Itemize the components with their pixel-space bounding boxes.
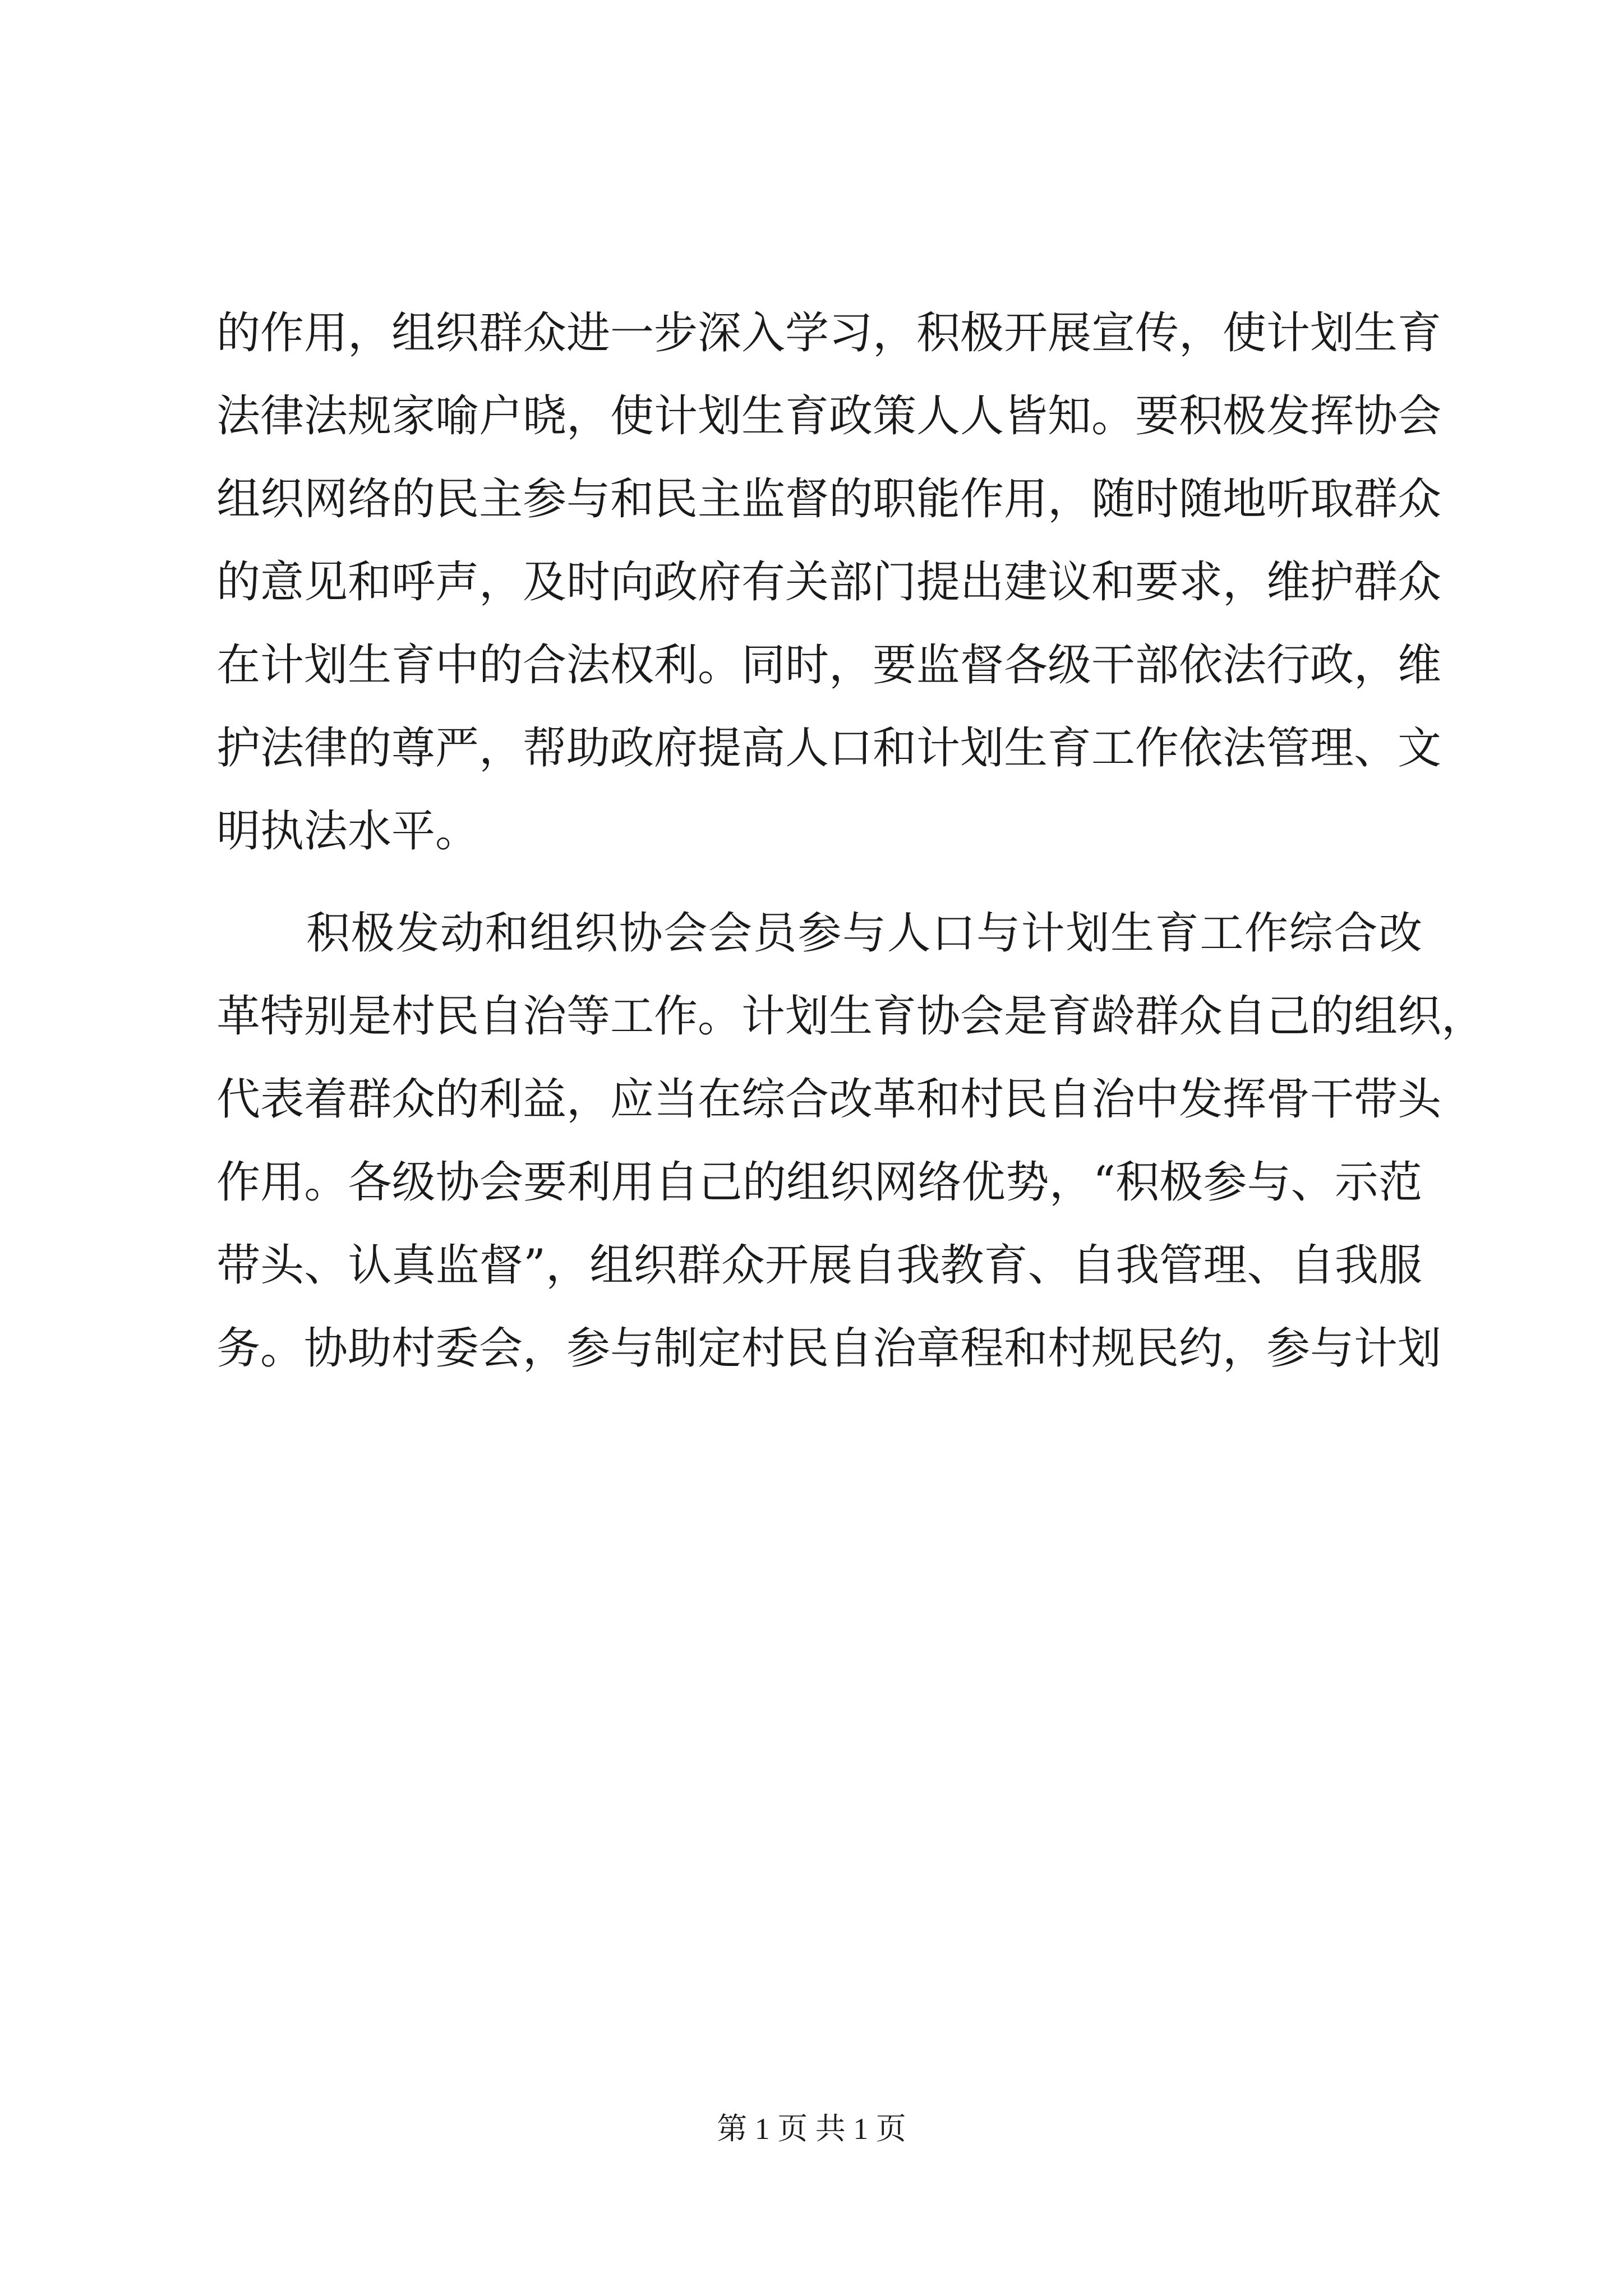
paragraph-2: [216, 892, 1486, 1390]
paragraph-spacer: [216, 873, 1422, 892]
paragraph-line: 积极发动和组织协会会员参与人口与计划生育工作综合改: [306, 908, 1422, 959]
paragraph-line: 组织网络的民主参与和民主监督的职能作用，随时随地听取群众: [216, 474, 1442, 524]
paragraph-line: 作用。各级协会要利用自己的组织网络优势，“积极参与、示范: [216, 1157, 1422, 1208]
page-footer: 第 1 页 共 1 页: [717, 2112, 906, 2146]
paragraph-line: 带头、认真监督”，组织群众开展自我教育、自我管理、自我服: [216, 1240, 1422, 1291]
paragraph-line: 革特别是村民自治等工作。计划生育协会是育龄群众自己的组织，: [216, 991, 1486, 1042]
paragraph-line: 务。协助村委会，参与制定村民自治章程和村规民约，参与计划: [216, 1323, 1442, 1374]
paragraph-line: 在计划生育中的合法权利。同时，要监督各级干部依法行政，维: [216, 640, 1442, 691]
paragraph-line: 护法律的尊严，帮助政府提高人口和计划生育工作依法管理、文: [216, 723, 1442, 774]
paragraph-line: 的意见和呼声，及时向政府有关部门提出建议和要求，维护群众: [216, 557, 1442, 608]
paragraph-line: 的作用，组织群众进一步深入学习，积极开展宣传，使计划生育: [216, 308, 1442, 358]
document-body: [216, 292, 1486, 1390]
paragraph-line: 明执法水平。: [216, 806, 479, 857]
paragraph-line: 代表着群众的利益，应当在综合改革和村民自治中发挥骨干带头: [216, 1074, 1442, 1125]
paragraph-1: [216, 292, 1442, 873]
paragraph-line: 法律法规家喻户晓，使计划生育政策人人皆知。要积极发挥协会: [216, 391, 1442, 441]
